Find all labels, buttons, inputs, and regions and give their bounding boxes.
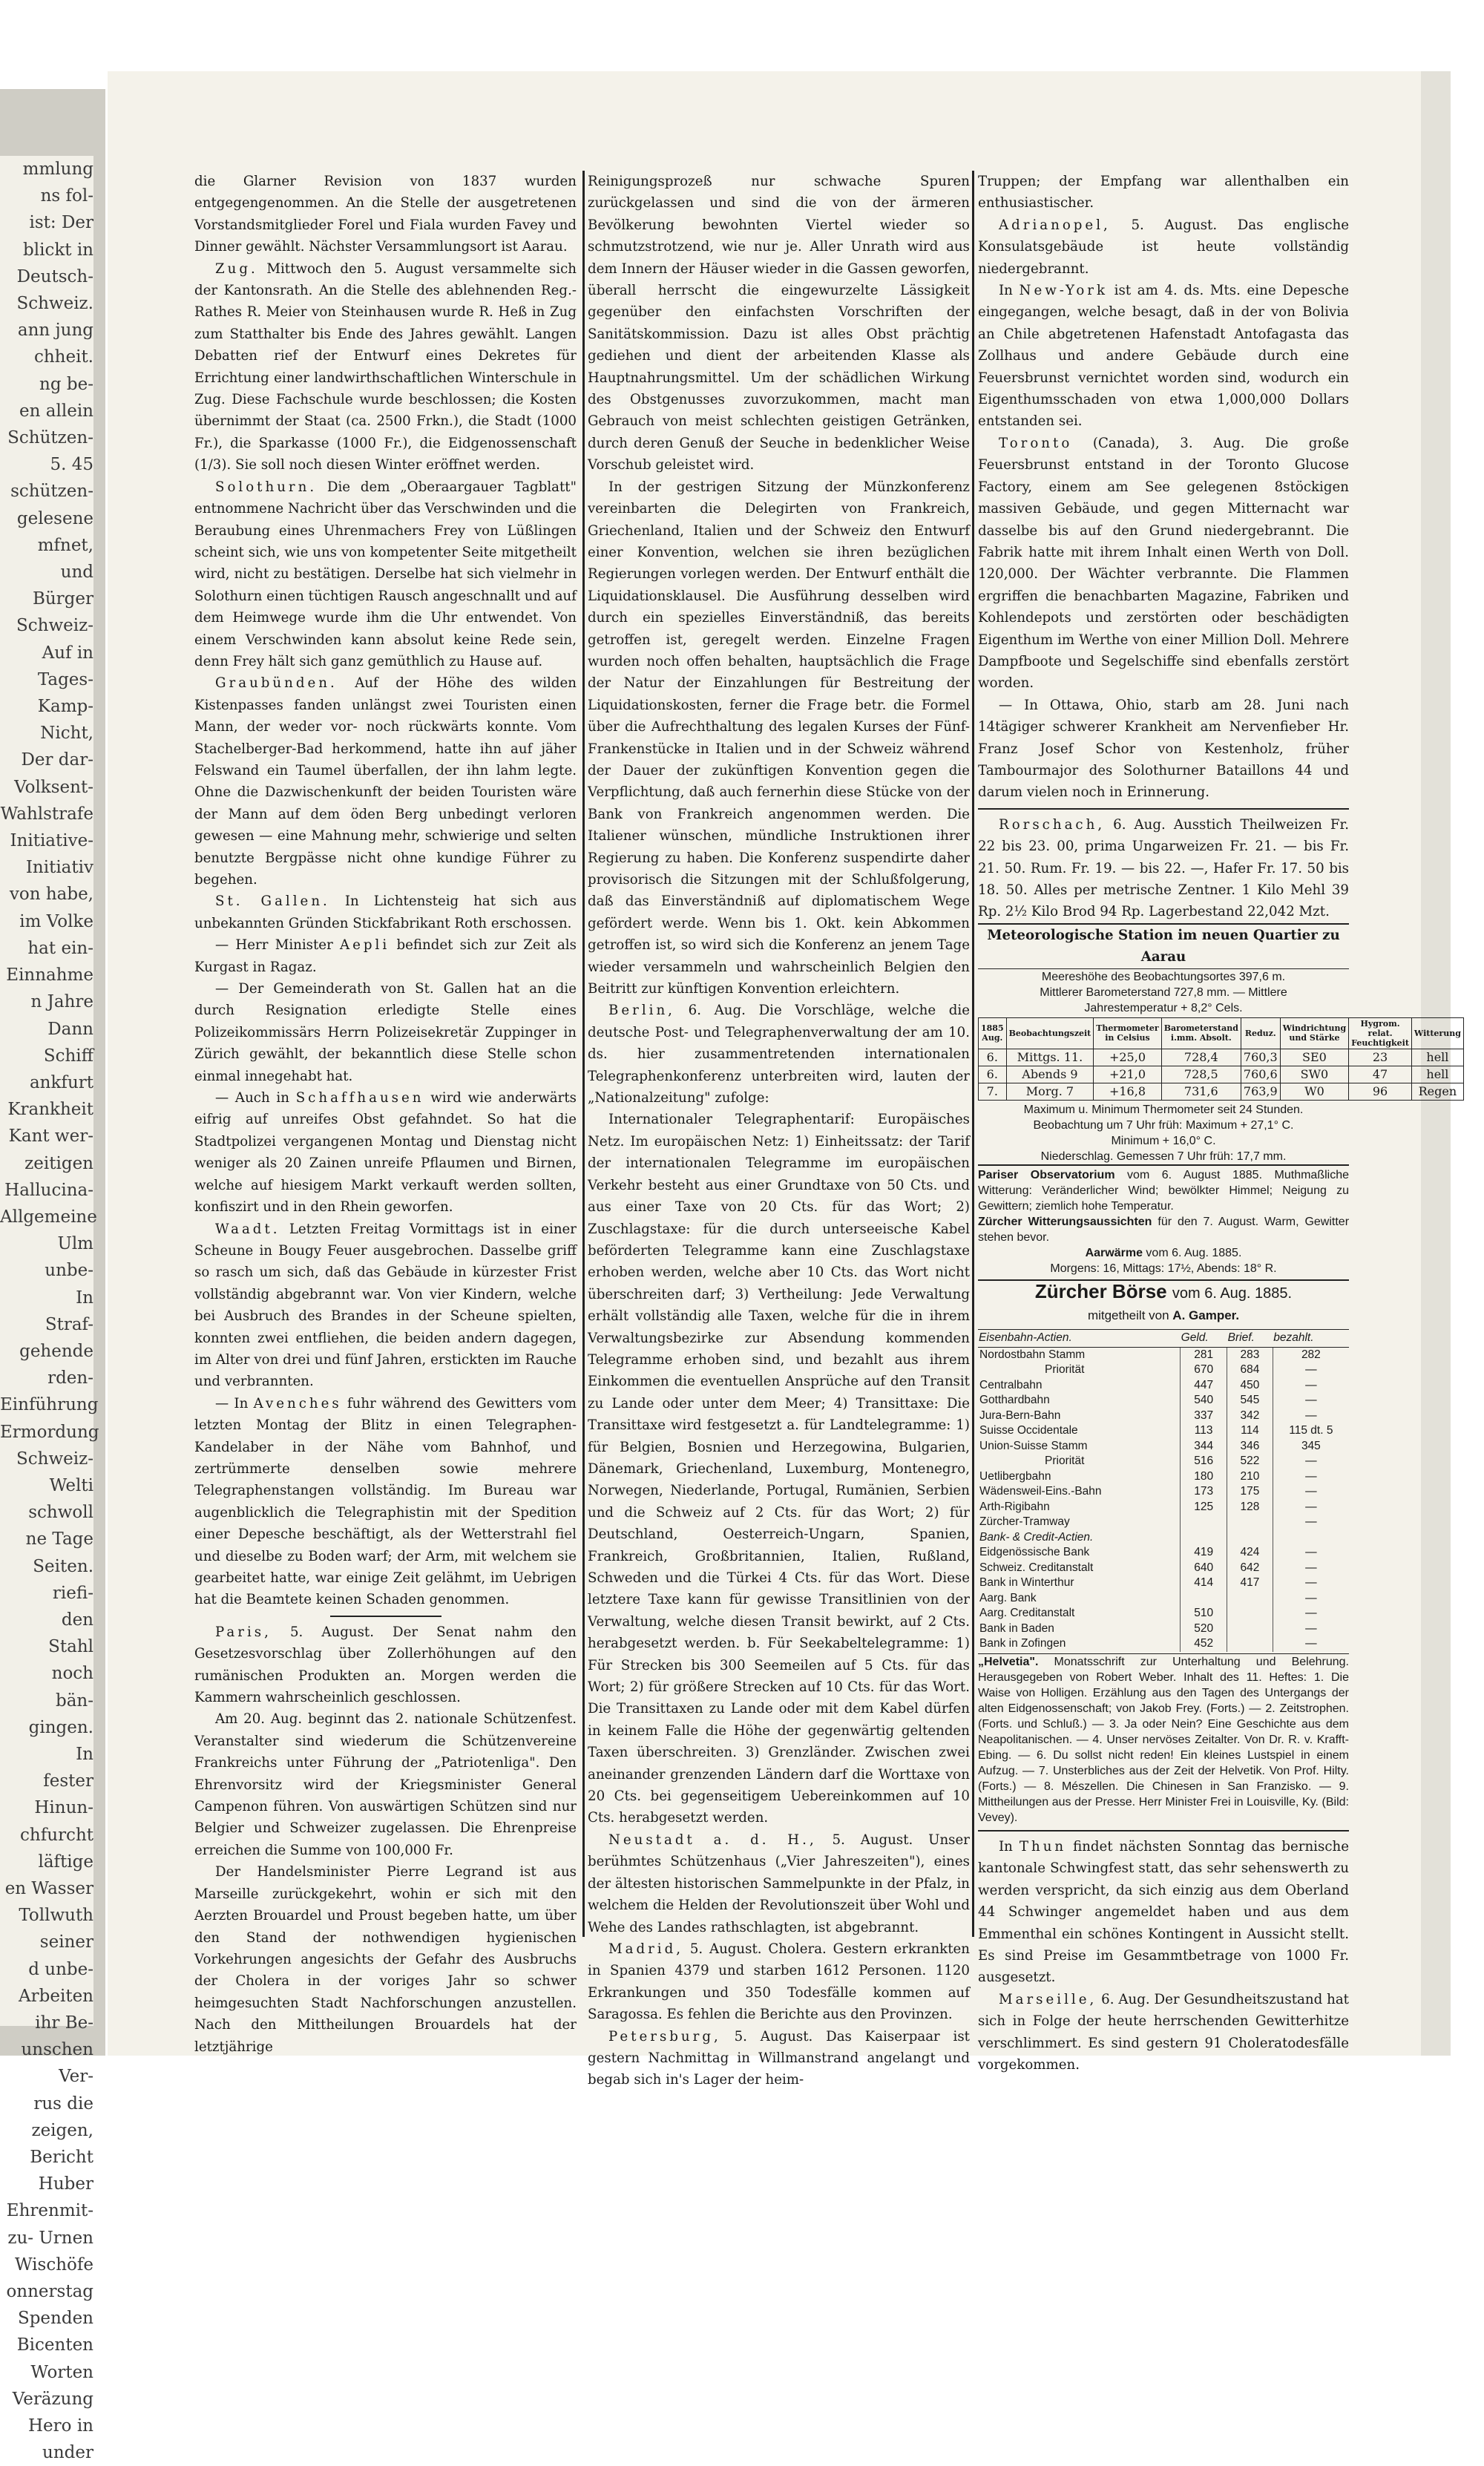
left-fragment-line: ns fol- xyxy=(40,186,93,206)
left-fragment-line: Auf in xyxy=(42,643,93,663)
left-fragment-line: Der dar- xyxy=(21,750,93,770)
boerse-value: 510 xyxy=(1181,1606,1227,1621)
boerse-security-name: Uetlibergbahn xyxy=(979,1469,1051,1483)
boerse-subtitle: mitgetheilt von A. Gamper. xyxy=(1087,1308,1240,1323)
column-rule-2 xyxy=(972,171,974,1937)
boerse-value: 520 xyxy=(1181,1621,1227,1637)
meteo-cell: 760,6 xyxy=(1241,1066,1280,1083)
boerse-row xyxy=(978,1347,1349,1362)
boerse-value xyxy=(1227,1636,1273,1652)
boerse-value: — xyxy=(1273,1454,1349,1469)
left-fragment-line: n Jahre xyxy=(30,992,93,1012)
left-fragment-line: Krankheit xyxy=(7,1100,93,1120)
meteo-cell: 731,6 xyxy=(1161,1083,1241,1100)
boerse-row xyxy=(978,1636,1349,1652)
boerse-value: 180 xyxy=(1181,1469,1227,1485)
left-fragment-line: Initiativ xyxy=(25,858,93,878)
meteo-cell: +21,0 xyxy=(1094,1066,1161,1083)
boerse-row xyxy=(978,1409,1349,1424)
left-fragment-line: blickt in xyxy=(23,240,93,260)
left-fragment-line: Dann xyxy=(47,1019,93,1039)
boerse-value: 545 xyxy=(1227,1393,1273,1409)
left-fragment-line: en allein xyxy=(19,401,93,421)
neustadt-article: Neustadt a. d. H., 5. August. Unser berühmtes Schützenhaus („Vier Jahreszeiten"), eines der ältesten historischen Sammelpunkte in der Pfalz, in welchem die Helden der Revolutionszeit über Wohl und Wehe des Landes rathschlagten, ist abgebrannt. xyxy=(588,1832,970,1935)
boerse-security-name: Nordostbahn Stamm xyxy=(979,1348,1086,1361)
left-fragment-line: Schützen- xyxy=(7,428,93,448)
left-fragment-line: Huber xyxy=(38,2174,93,2194)
left-fragment-line: den xyxy=(61,1610,93,1630)
boerse-value: — xyxy=(1273,1636,1349,1652)
section-separator xyxy=(978,808,1349,810)
boerse-security-name: Zürcher-Tramway xyxy=(979,1515,1070,1529)
meteo-header-cell: 1885 Aug. xyxy=(979,1017,1007,1049)
meteo-cell: SE0 xyxy=(1280,1049,1348,1066)
boerse-row xyxy=(978,1393,1349,1409)
boerse-value: — xyxy=(1273,1545,1349,1561)
boerse-value: 114 xyxy=(1227,1423,1273,1439)
boerse-row xyxy=(978,1561,1349,1576)
boerse-row xyxy=(978,1591,1349,1607)
boerse-security-name: Union-Suisse Stamm xyxy=(979,1439,1088,1452)
meteo-cell: 96 xyxy=(1349,1083,1412,1100)
schaffhausen-article: — Auch in Schaffhausen wird wie anderwärts eifrig auf unreifes Obst gefahndet. So hat die Stadtpolizei vergangenen Montag und Dienstag nicht weniger als 20 Zainen unreife Pflaumen und Birnen, welche auf hiesigem Markt verkauft werden sollten, konfiszirt und in den Rhein geworfen. xyxy=(194,1090,577,1216)
left-fragment-line: Hallucina- xyxy=(4,1180,93,1200)
column-3 xyxy=(978,171,1461,2073)
left-fragment-line: ann jung xyxy=(17,321,93,341)
zug-article: Zug. Mittwoch den 5. August versammelte sich der Kantonsrath. An die Stelle des ablehnenden Reg.-Rathes R. Meier von Steinhausen wurde R. Heß in Zug zum Statthalter bis Ende des Jahres gewählt. Langen Debatten rief der Entwurf eines Dekretes für Errichtung einer landwirthschaftlichen Winterschule in Zug. Diese Fachschule wurde beschlossen; die Kosten übernimmt der Staat (ca. 2500 Frkn.), die Stadt (1000 Fr.), die Sparkasse (1000 Fr.), die Eidgenossenschaft (1/3). Sie soll noch diesen Winter eröffnet werden. xyxy=(194,260,577,473)
boerse-row xyxy=(978,1621,1349,1637)
left-fragment-line: Einführung xyxy=(0,1395,99,1415)
boerse-value xyxy=(1227,1606,1273,1621)
boerse-row xyxy=(978,1515,1349,1530)
telegraphentarif-article: Internationaler Telegraphentarif: Europäisches Netz. Im europäischen Netz: 1) Einheitssatz: der Tarif der internationalen Telegramme im europäischen Verkehr besteht aus einer Grundtaxe von 50 Cts. und aus einer Taxe von 20 Cts. für das Wort; 2) Zuschlagstaxe: für die durch unterseeische Kabel beförderten Telegramme kann eine Zuschlagstaxe erhoben werden, welche aber 10 Cts. das Wort nicht überschreiten darf; 3) Vertheilung: Jede Verwaltung erhält vollständig alle Taxen, welche für die in ihrem Verwaltungsbezirke zur Absendung kommenden Telegramme erhoben sind, und bezahlt aus ihrem Einkommen die eventuellen Ansprüche auf den Transit zu Lande oder unter dem Meer; 4) Transittaxe: Die Transittaxe wird festgesetzt a. für Landtelegramme: 1) für Belgien, Bosnien und Herzegowina, Bulgarien, Dänemark, Griechenland, Luxemburg, Montenegro, Norwegen, Niederlande, Portugal, Rumänien, Serbien und die Schweiz auf 2 Cts. für das Wort; 2) für Deutschland, Oesterreich-Ungarn, Spanien, Frankreich, Großbritannien, Italien, Rußland, Schweden und die Türkei 4 Cts. für das Wort. Diese letztere Taxe kann für gewisse Transitlinien von der Verwaltung, welche diesen Transit bewirkt, auf 2 Cts. herabgesetzt werden. b. Für Seekabeltelegramme: 1) Für Strecken bis 300 Seemeilen auf 5 Cts. für das Wort; 2) für größere Strecken auf 10 Cts. für das Wort. Die Transittaxen zu Lande oder mit dem Kabel dürfen in keinem Falle die Höhe der gegenwärtig geltenden Taxen überschreiten. 3) Grenzländer. Zwischen zwei aneinander grenzenden Ländern darf die Worttaxe von 20 Cts. bei gegenseitigem Uebereinkommen auf 10 Cts. herabgesetzt werden. xyxy=(588,1112,970,1826)
boerse-empty-cell xyxy=(1273,1530,1349,1546)
boerse-title: Zürcher Börse vom 6. Aug. 1885. xyxy=(978,1279,1349,1305)
solothurn-article: Solothurn. Die dem „Oberaargauer Tagblatt" entnommene Nachricht über das Verschwinden und die Beraubung eines Uhrenmachers Frey von Lüßlingen scheint sich, wie uns von kompetenter Seite mitgetheilt wird, nicht zu bestätigen. Derselbe hat sich vielmehr in Solothurn einen tüchtigen Rausch angeschnallt und auf dem Heimwege wurde ihm die Uhr entwendet. Von einem Verschwinden kann absolut keine Rede sein, denn Frey hält sich ganz gemüthlich zu Hause auf. xyxy=(194,479,577,669)
madrid-article: Madrid, 5. August. Cholera. Gestern erkrankten in Spanien 4379 und starben 1612 Personen. 1120 Erkrankungen und 350 Todesfälle kommen auf Saragossa. Es fehlen die Berichte aus den Provinzen. xyxy=(588,1941,970,2023)
thun-article: In Thun findet nächsten Sonntag das bernische kantonale Schwingfest statt, das sehr sehenswerth zu werden verspricht, da sich einzig aus dem Oberland 44 Schwinger angemeldet haben und aus dem Emmenthal ein schönes Kontingent in Aussicht stellt. Es sind Preise im Gesammtbetrage von 1000 Fr. ausgesetzt. xyxy=(978,1838,1349,1986)
meteo-title: Meteorologische Station im neuen Quartier zu Aarau xyxy=(978,923,1349,969)
boerse-value: — xyxy=(1273,1515,1349,1530)
boerse-value: 642 xyxy=(1227,1561,1273,1576)
boerse-value: 345 xyxy=(1273,1439,1349,1455)
meteo-cell: hell xyxy=(1411,1066,1463,1083)
avenches-article: — In Avenches fuhr während des Gewitters vom letzten Montag der Blitz in einen Telegraphen-Kandelaber in der Nähe vom Bahnhof, und zertrümmerte denselben sowie mehrere Telegraphenstangen vollständig. Im Bureau war augenblicklich die Telegraphistin mit der Spedition einer Depesche beschäftigt, als der Wetterstrahl fiel und dieselbe zu Boden warf; der Arm, mit welchem sie gearbeitet hatte, war einige Zeit gelähmt, im Uebrigen hat die Beamtete keinen Schaden genommen. xyxy=(194,1395,577,1608)
boerse-security-name: Wädensweil-Eins.-Bahn xyxy=(979,1485,1102,1498)
boerse-header-cell: bezahlt. xyxy=(1273,1330,1349,1348)
section-separator xyxy=(330,1616,441,1617)
boerse-security-name: Priorität xyxy=(1045,1363,1085,1377)
boerse-value: 640 xyxy=(1181,1561,1227,1576)
left-fragment-line: ankfurt xyxy=(29,1072,93,1092)
newyork-article: In New-York ist am 4. ds. Mts. eine Depesche eingegangen, welche besagt, daß in der von Bolivia an Chile abgetretenen Hafenstadt Antofagasta das Zollhaus und andere Gebäude durch eine Feuersbrunst vernichtet worden sind, wodurch ein Eigenthumsschaden von etwa 1,000,000 Dollars entstanden sei. xyxy=(978,283,1349,430)
boerse-security-name: Bank in Baden xyxy=(979,1621,1054,1635)
left-fragment-line: Deutsch- xyxy=(16,266,93,286)
boerse-security-name: Jura-Bern-Bahn xyxy=(979,1409,1061,1422)
left-fragment-line: Wischöfe xyxy=(14,2255,93,2275)
boerse-value: 684 xyxy=(1227,1362,1273,1378)
boerse-value: 173 xyxy=(1181,1484,1227,1500)
boerse-security-name: Aarg. Bank xyxy=(979,1591,1037,1604)
boerse-value xyxy=(1181,1591,1227,1607)
boerse-value: 540 xyxy=(1181,1393,1227,1409)
meteo-cell: +16,8 xyxy=(1094,1083,1161,1100)
meteo-cell: 6. xyxy=(979,1049,1007,1066)
boerse-row xyxy=(978,1439,1349,1455)
left-fragment-line: gehende xyxy=(19,1341,93,1361)
meteo-row xyxy=(979,1083,1464,1100)
adrianopel-article: Adrianopel, 5. August. Das englische Konsulatsgebäude ist heute vollständig niedergebrannt. xyxy=(978,217,1349,277)
boerse-bank-heading: Bank- & Credit-Actien. xyxy=(979,1530,1094,1544)
left-fragment-line: Ehrenmit- xyxy=(6,2201,93,2221)
left-fragment-line: Kant wer- xyxy=(8,1127,93,1147)
boerse-bank-heading-row xyxy=(978,1530,1349,1546)
meteo-cell: W0 xyxy=(1280,1083,1348,1100)
meteo-header-cell: Barometerstand i.mm. Absolt. xyxy=(1161,1017,1241,1049)
left-fragment-line: mmlung xyxy=(22,160,93,179)
left-page-edge xyxy=(0,89,105,2463)
meteo-header-row xyxy=(979,1017,1464,1049)
meteo-cell: 763,9 xyxy=(1241,1083,1280,1100)
boerse-value: — xyxy=(1273,1469,1349,1485)
left-fragment-line: Allgemeine xyxy=(0,1207,97,1227)
left-fragment-line: Veräzung xyxy=(12,2389,93,2409)
boerse-value: 113 xyxy=(1181,1423,1227,1439)
boerse-value: 522 xyxy=(1227,1454,1273,1469)
boerse-value: — xyxy=(1273,1575,1349,1591)
ottawa-article: — In Ottawa, Ohio, starb am 28. Juni nach 14tägiger schwerer Krankheit am Nervenfieber Hr. Franz Josef Schor von Kestenholz, früher Tambourmajor des Solothurner Bataillons 44 und darum vielen noch in Erinnerung. xyxy=(978,697,1349,801)
helvetia-notice: „Helvetia". Monatsschrift zur Unterhaltung und Belehrung. Herausgegeben von Robert Weber. Inhalt des 11. Heftes: 1. Die Waise von Holligen. Erzählung aus den Tagen des Untergangs der alten Eidgenossenschaft; von Jakob Frey. (Forts.) — 2. Zeitstrophen. (Forts. und Schluß.) — 3. Ja oder Nein? Eine Geschichte aus dem Neapolitanischen. — 4. Unser nervöses Zeitalter. Von Dr. R. v. Krafft-Ebing. — 6. Du sollst nicht reden! Ein kleines Lustspiel in einem Aufzug. — 7. Unsterbliches aus der Zeit der Helvetik. Von Prof. Hilty. (Forts.) — 8. Mészellen. Die Chinesen in San Franzisko. — 9. Mittheilungen aus der Presse. Herr Minister Frei in Louisville, Ky. (Bild: Vevey). xyxy=(978,1653,1349,1826)
left-fragment-line: Arbeiten xyxy=(19,1986,93,2006)
left-fragment-line: hat ein- xyxy=(27,938,93,958)
boerse-security-name: Bank in Zofingen xyxy=(979,1637,1066,1650)
boerse-security-name: Priorität xyxy=(1045,1455,1085,1468)
left-fragment-line: Schweiz. xyxy=(16,294,93,314)
left-fragment-line: fester xyxy=(43,1771,93,1791)
meteo-cell: 6. xyxy=(979,1066,1007,1083)
left-fragment-line: Tages- xyxy=(37,669,93,689)
left-fragment-line: Straf- xyxy=(45,1314,93,1334)
left-fragment-line: rden- xyxy=(47,1368,93,1388)
boerse-value: 447 xyxy=(1181,1378,1227,1394)
left-fragment-line: und xyxy=(60,563,93,583)
left-fragment-line: In xyxy=(76,1288,93,1308)
left-fragment-line: zeitigen xyxy=(24,1153,93,1173)
legrand-article: Der Handelsminister Pierre Legrand ist aus Marseille zurückgekehrt, wohin er sich mit den Aerzten Brouardel und Proust begeben hatte, um über den Stand der nothwendigen hygienischen Vorkehrungen angesichts der Gefahr des Ausbruchs der Cholera in der voriges Jahr so schwer heimgesuchten Stadt Nachforschungen anzustellen. Nach den Mittheilungen Brouardels hat der letztjährige xyxy=(194,1864,577,2055)
left-fragment-line: rus die xyxy=(33,2093,93,2114)
boerse-security-name: Bank in Winterthur xyxy=(979,1576,1074,1590)
left-fragment-line: Volksent- xyxy=(14,777,93,797)
left-fragment-line: läftige xyxy=(38,1852,93,1872)
truppen-paragraph: Truppen; der Empfang war allenthalben ein enthusiastischer. xyxy=(978,174,1349,211)
left-fragment-line: Kamp- xyxy=(37,697,93,717)
left-fragment-line: Hinun- xyxy=(34,1798,93,1818)
left-fragment-line: Bericht xyxy=(30,2148,93,2168)
left-fragment-line: im Volke xyxy=(19,911,93,931)
left-fragment-line: Schiff xyxy=(43,1046,93,1066)
meteo-cell: 7. xyxy=(979,1083,1007,1100)
meteo-note-4: Niederschlag. Gemessen 7 Uhr früh: 17,7 mm. xyxy=(1040,1150,1287,1163)
left-fragment-line: seiner xyxy=(39,1932,93,1952)
boerse-value: 282 xyxy=(1273,1347,1349,1362)
meteo-row xyxy=(979,1049,1464,1066)
boerse-row xyxy=(978,1606,1349,1621)
boerse-value: — xyxy=(1273,1393,1349,1409)
left-fragment-line: Schweiz- xyxy=(16,616,93,636)
boerse-value: — xyxy=(1273,1561,1349,1576)
boerse-value xyxy=(1227,1621,1273,1637)
column-2 xyxy=(588,171,970,2088)
boerse-row xyxy=(978,1454,1349,1469)
boerse-row xyxy=(978,1469,1349,1485)
boerse-header-cell: Brief. xyxy=(1227,1330,1273,1348)
left-fragment-line: Ver- xyxy=(59,2067,93,2087)
meteo-note-3: Minimum + 16,0° C. xyxy=(1111,1134,1216,1147)
boerse-value: — xyxy=(1273,1409,1349,1424)
boerse-value xyxy=(1227,1515,1273,1530)
glarus-paragraph: die Glarner Revision von 1837 wurden entgegengenommen. An die Stelle der ausgetretenen Vorstandsmitglieder Forel und Fiala wurden Favey und Dinner gewählt. Nächster Versammlungsort ist Aarau. xyxy=(194,174,577,255)
boerse-security-name: Centralbahn xyxy=(979,1378,1043,1391)
meteo-cell: SW0 xyxy=(1280,1066,1348,1083)
meteo-cell: Mittgs. 11. xyxy=(1006,1049,1094,1066)
column-1 xyxy=(194,171,577,2055)
left-fragment-line: gelesene xyxy=(16,508,93,528)
boerse-security-name: Suisse Occidentale xyxy=(979,1424,1078,1437)
left-fragment-line: chfurcht xyxy=(20,1825,93,1845)
boerse-value xyxy=(1227,1591,1273,1607)
boerse-value: — xyxy=(1273,1621,1349,1637)
zuercher-witterung: Zürcher Witterungsaussichten für den 7. August. Warm, Gewitter stehen bevor. xyxy=(978,1215,1350,1244)
left-fragment-line: mfnet, xyxy=(37,535,93,555)
paris-article: Paris, 5. August. Der Senat nahm den Gesetzesvorschlag über Zollerhöhungen auf den rumänischen Produkten an. Morgen werden die Kammern wahrscheinlich geschlossen. xyxy=(194,1624,577,1706)
left-fragment-line: Worten xyxy=(30,2362,93,2382)
boerse-value: 128 xyxy=(1227,1500,1273,1515)
meteo-header-cell: Beobachtungszeit xyxy=(1006,1017,1094,1049)
left-fragment-line: gingen. xyxy=(28,1717,93,1737)
section-separator xyxy=(978,1830,1349,1832)
left-fragment-line: Initiative- xyxy=(10,831,93,851)
left-fragment-line: Schweiz- xyxy=(16,1449,93,1469)
left-fragment-line: riefi- xyxy=(52,1583,93,1603)
meteo-line-2: Mittlerer Barometerstand 727,8 mm. — Mittlere xyxy=(1040,986,1287,999)
meteo-cell: +25,0 xyxy=(1094,1049,1161,1066)
left-fragment-line: zu- Urnen xyxy=(7,2228,93,2248)
meteo-note-1: Maximum u. Minimum Thermometer seit 24 Stunden. xyxy=(1023,1103,1304,1116)
boerse-table xyxy=(978,1329,1349,1652)
boerse-security-name: Gotthardbahn xyxy=(979,1394,1050,1407)
left-fragment-line: unschen xyxy=(21,2040,93,2060)
boerse-value: 210 xyxy=(1227,1469,1273,1485)
boerse-value: 175 xyxy=(1227,1484,1273,1500)
left-fragment-line: von habe, xyxy=(9,885,93,905)
meteo-cell: Morg. 7 xyxy=(1006,1083,1094,1100)
schuetzenfest-article: Am 20. Aug. beginnt das 2. nationale Schützenfest. Veranstalter sind wiederum die Schützenvereine Frankreichs unter Führung der „Patriotenliga". Den Ehrenvorsitz wird der Kriegsminister General Campenon führen. Von auswärtigen Schützen sind nur Belgier und Schweizer zugelassen. Die Ehrenpreise erreichen die Summe von 100,000 Fr. xyxy=(194,1711,577,1858)
boerse-value: — xyxy=(1273,1606,1349,1621)
left-fragment-line: Bürger xyxy=(32,589,93,609)
boerse-value: 125 xyxy=(1181,1500,1227,1515)
meteo-row xyxy=(979,1066,1464,1083)
left-fragment-line: schwoll xyxy=(28,1503,93,1523)
boerse-value: 342 xyxy=(1227,1409,1273,1424)
meteo-header-cell: Windrichtung und Stärke xyxy=(1280,1017,1348,1049)
meteo-cell: 760,3 xyxy=(1241,1049,1280,1066)
rorschach-market: Rorschach, 6. Aug. Ausstich Theilweizen Fr. 22 bis 23. 00, prima Ungarweizen Fr. 21. — bis Fr. 21. 50. Rum. Fr. 19. — bis 22. —, Hafer Fr. 17. 50 bis 18. 50. Alles per metrische Zentner. 1 Kilo Mehl 39 Rp. 2½ Kilo Brod 94 Rp. Lagerbestand 22,042 Mzt. xyxy=(978,816,1349,920)
left-fragment-line: noch xyxy=(51,1664,93,1684)
stgallen-article: St. Gallen. In Lichtensteig hat sich aus unbekannten Gründen Stickfabrikant Roth erschossen. xyxy=(194,893,577,931)
boerse-value: 115 dt. 5 xyxy=(1273,1423,1349,1439)
left-fragment-line: 5. 45 xyxy=(50,455,93,475)
boerse-value: 417 xyxy=(1227,1575,1273,1591)
boerse-empty-cell xyxy=(1181,1530,1227,1546)
boerse-value: 450 xyxy=(1227,1378,1273,1394)
boerse-security-name: Arth-Rigibahn xyxy=(979,1500,1050,1513)
meteo-line-3: Jahrestemperatur + 8,2° Cels. xyxy=(1084,1001,1243,1014)
left-fragment-line: Hero in xyxy=(28,2416,93,2436)
meteo-line-1: Meereshöhe des Beobachtungsortes 397,6 m. xyxy=(1041,970,1286,983)
left-fragment-line: Spenden xyxy=(17,2309,93,2329)
boerse-security-name: Schweiz. Creditanstalt xyxy=(979,1561,1094,1574)
left-fragment-line: Wahlstrafe xyxy=(0,804,93,824)
left-fragment-line: zeigen, xyxy=(31,2120,93,2140)
left-fragment-line: ne Tage xyxy=(25,1529,93,1550)
meteo-note-2: Beobachtung um 7 Uhr früh: Maximum + 27,1° C. xyxy=(1033,1118,1294,1132)
left-fragment-line: Ermordung xyxy=(0,1422,99,1442)
boerse-value: 670 xyxy=(1181,1362,1227,1378)
berlin-article: Berlin, 6. Aug. Die Vorschläge, welche die deutsche Post- und Telegraphenverwaltung der am 10. ds. hier zusammentretenden internationalen Telegraphenkonferenz unterbreiten wird, lauten der „Nationalzeitung" zufolge: xyxy=(588,1003,970,1106)
meteo-cell: 47 xyxy=(1349,1066,1412,1083)
boerse-empty-cell xyxy=(1227,1530,1273,1546)
boerse-header-cell: Geld. xyxy=(1181,1330,1227,1348)
boerse-value: — xyxy=(1273,1484,1349,1500)
left-fragment-line: Bicenten xyxy=(16,2335,93,2355)
boerse-value: 281 xyxy=(1181,1347,1227,1362)
left-page-text xyxy=(0,156,99,2463)
left-fragment-line: schützen- xyxy=(10,482,93,502)
boerse-row xyxy=(978,1545,1349,1561)
boerse-value: 419 xyxy=(1181,1545,1227,1561)
boerse-value: 344 xyxy=(1181,1439,1227,1455)
boerse-value: — xyxy=(1273,1591,1349,1607)
boerse-value: 452 xyxy=(1181,1636,1227,1652)
meteo-header-cell: Witterung xyxy=(1411,1017,1463,1049)
boerse-row xyxy=(978,1575,1349,1591)
petersburg-article: Petersburg, 5. August. Das Kaiserpaar ist gestern Nachmittag in Willmanstrand angelangt und begab sich in's Lager der heim- xyxy=(588,2028,970,2088)
boerse-row xyxy=(978,1484,1349,1500)
left-fragment-line: en Wasser xyxy=(4,1879,93,1898)
left-fragment-line: Welti xyxy=(49,1475,93,1495)
meteo-cell: Regen xyxy=(1411,1083,1463,1100)
boerse-value: 283 xyxy=(1227,1347,1273,1362)
left-fragment-line: ist: Der xyxy=(29,213,93,233)
toronto-article: Toronto (Canada), 3. Aug. Die große Feuersbrunst entstand in der Toronto Glucose Factory, einem am See gelegenen 8stöckigen massiven Gebäude, und gegen Mitternacht war dasselbe bis auf den Grund niedergebrannt. Die Fabrik hatte mit ihrem Inhalt einen Werth von Doll. 120,000. Der Wächter verbrannte. Die Flammen ergriffen die benachbarten Magazine, Fabriken und Kohlendepots und zerstörten oder beschädigten Eigenthum im Werthe von einer Million Doll. Mehrere Dampfboote und Segelschiffe sind ebenfalls zerstört worden. xyxy=(978,435,1349,692)
boerse-row xyxy=(978,1378,1349,1394)
boerse-header-cell: Eisenbahn-Actien. xyxy=(978,1330,1181,1348)
aepli-article: — Herr Minister Aepli befindet sich zur Zeit als Kurgast in Ragaz. xyxy=(194,937,577,975)
left-fragment-line: Tollwuth xyxy=(19,1906,93,1926)
boerse-value: 516 xyxy=(1181,1454,1227,1469)
meteo-cell: 728,4 xyxy=(1161,1049,1241,1066)
left-fragment-line: ihr Be- xyxy=(35,2013,93,2033)
boerse-value xyxy=(1181,1515,1227,1530)
left-fragment-line: bän- xyxy=(55,1691,93,1711)
meteo-header-cell: Thermometer in Celsius xyxy=(1094,1017,1161,1049)
boerse-row xyxy=(978,1423,1349,1439)
boerse-row xyxy=(978,1362,1349,1378)
meteo-header-cell: Reduz. xyxy=(1241,1017,1280,1049)
waadt-article: Waadt. Letzten Freitag Vormittags ist in einer Scheune in Bougy Feuer ausgebrochen. Dasselbe griff so rasch um sich, daß das Gebäude in kürzester Frist vollständig abgebrannt war. Von vier Kindern, welche bei Ausbruch des Brandes in der Scheune spielten, konnten zwei entfliehen, die beiden andern dagegen, im Alter von drei und fünf Jahren, erstickten im Rauche und verbrannten. xyxy=(194,1221,577,1390)
boerse-value: — xyxy=(1273,1362,1349,1378)
boerse-value: — xyxy=(1273,1500,1349,1515)
meteo-cell: hell xyxy=(1411,1049,1463,1066)
column-rule-1 xyxy=(582,171,585,1937)
boerse-header-row xyxy=(978,1330,1349,1348)
left-fragment-line: onnerstag xyxy=(6,2282,93,2302)
left-fragment-line: unbe- xyxy=(45,1261,93,1281)
boerse-value: — xyxy=(1273,1378,1349,1394)
gemeinderath-article: — Der Gemeinderath von St. Gallen hat an die durch Resignation erledigte Stelle eines Polizeikommissärs Herrn Polizeisekretär Zuppinger in Zürich gewählt, der bekanntlich diese Stelle schon einmal innegehabt hat. xyxy=(194,981,577,1084)
pariser-observatorium: Pariser Observatorium vom 6. August 1885. Muthmaßliche Witterung: Veränderlicher Wind; bewölkter Himmel; Neigung zu Gewittern; ziemlich hohe Temperatur. xyxy=(978,1164,1349,1214)
meteo-table xyxy=(978,1017,1464,1101)
graubuenden-article: Graubünden. Auf der Höhe des wilden Kistenpasses fanden unlängst zwei Touristen einen Mann, der weder vor- noch rückwärts konnte. Vom Stachelberger-Bad herkommend, hatte ihn auf jäher Felswand ein Taumel überfallen, der ihn lahm legte. Ohne die Dazwischenkunft der beiden Touristen wäre der Mann auf dem öden Berg unbedingt verloren gewesen — eine Mahnung mehr, schwierige und selten benutzte Bergpässe nicht ohne kundige Führer zu begehen. xyxy=(194,675,577,888)
left-fragment-line: Seiten. xyxy=(33,1556,93,1576)
boerse-security-name: Eidgenössische Bank xyxy=(979,1546,1090,1559)
left-fragment-line: d unbe- xyxy=(28,1959,93,1979)
boerse-security-name: Aarg. Creditanstalt xyxy=(979,1607,1075,1620)
left-fragment-line: Nicht, xyxy=(40,724,93,744)
left-fragment-line: chheit. xyxy=(33,347,93,367)
left-fragment-line: Stahl xyxy=(48,1637,93,1657)
marseille-article: Marseille, 6. Aug. Der Gesundheitszustand hat sich in Folge der heute herrschenden Gewitterhitze verschlimmert. Es sind gestern 91 Choleratodesfälle vorgekommen. xyxy=(978,1991,1349,2073)
left-fragment-line: ng be- xyxy=(39,374,93,394)
boerse-value: 424 xyxy=(1227,1545,1273,1561)
muenzkonferenz-article: In der gestrigen Sitzung der Münzkonferenz vereinbarten die Delegirten von Frankreich, Griechenland, Italien und der Schweiz den Entwurf einer Konvention, welchen sie ihren bezüglichen Regierungen vorlegen werden. Der Entwurf enthält die Liquidationsklausel. Die Ausführung desselben wird durch ein spezielles Einverständniß, das bereits getroffen ist, geregelt werden. Einzelne Fragen wurden noch offen behalten, hauptsächlich die Frage der Natur der Einzahlungen für Bestreitung der Liquidationskosten, ferner die Frage betr. die Formel über die Aufrechthaltung des legalen Kurses der Fünf-Frankenstücke in Italien und in der Schweiz während der Dauer der zukünftigen Konvention gegen die Verpflichtung, daß auch fernerhin diese Stücke von der Bank von Frankreich angenommen werden. Die Italiener wünschen, mündliche Instruktionen ihrer Regierung zu haben. Die Konferenz suspendirte daher provisorisch die Sitzungen mit der Schlußfolgerung, daß das Einverständniß auf diplomatischem Wege gefördert werde. Wenn bis 1. Okt. kein Abkommen getroffen ist, so wird sich die Konferenz an jenem Tage wieder versammeln und wahrscheinlich Belgien den Beitritt zur künftigen Konvention erleichtern. xyxy=(588,479,970,997)
meteo-header-cell: Hygrom. relat. Feuchtigkeit xyxy=(1349,1017,1412,1049)
left-fragment-line: Einnahme xyxy=(6,965,93,986)
boerse-value: 414 xyxy=(1181,1575,1227,1591)
meteo-cell: 23 xyxy=(1349,1049,1412,1066)
reinigung-paragraph: Reinigungsprozeß nur schwache Spuren zurückgelassen und sind die von der ärmeren Bevölkerung bewohnten Viertel wieder so schmutzstrotzend, wie nur je. Aller Unrath wird aus dem Innern der Häuser wieder in die Gassen geworfen, überall herrscht die eingewurzelte Lässigkeit gegenüber den einfachsten Vorschriften der Sanitätskommission. Dazu ist alles Obst prächtig gediehen und dient der arbeitenden Klasse als Hauptnahrungsmittel. Um der schädlichen Wirkung des Obstgenusses zuvorzukommen, macht man Gebrauch von meist schlechten geistigen Getränken, durch deren Genuß der Seuche in bedenklicher Weise Vorschub geleistet wird. xyxy=(588,174,970,473)
boerse-value: 337 xyxy=(1181,1409,1227,1424)
left-fragment-line: Ulm xyxy=(57,1234,93,1254)
left-fragment-line: In xyxy=(76,1744,93,1764)
boerse-value: 346 xyxy=(1227,1439,1273,1455)
left-fragment-line: under xyxy=(42,2443,93,2463)
meteo-cell: 728,5 xyxy=(1161,1066,1241,1083)
boerse-row xyxy=(978,1500,1349,1515)
aarwaerme: Aarwärme vom 6. Aug. 1885. Morgens: 16, Mittags: 17½, Abends: 18° R. xyxy=(1050,1246,1277,1275)
meteo-cell: Abends 9 xyxy=(1006,1066,1094,1083)
